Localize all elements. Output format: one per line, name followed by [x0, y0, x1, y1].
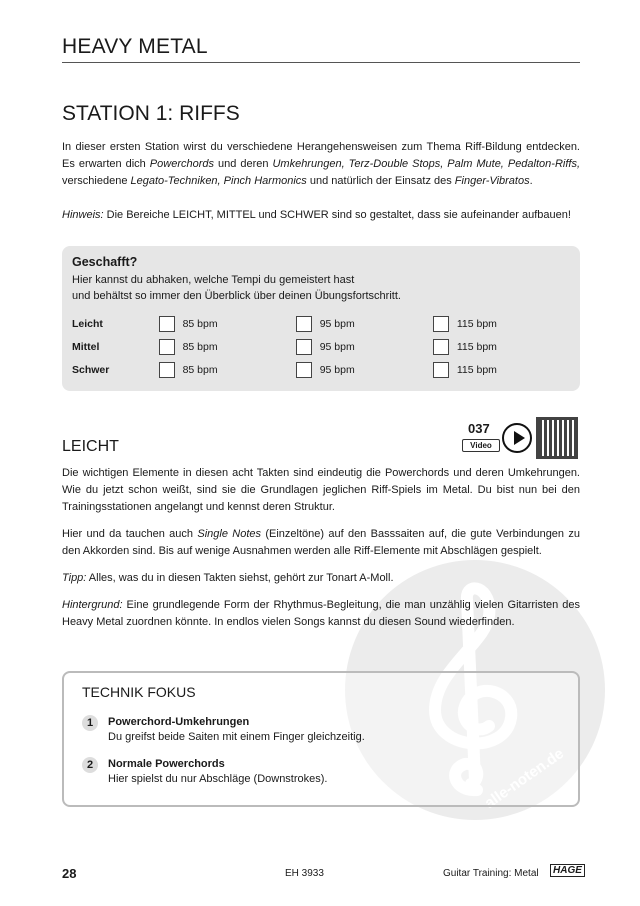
item-text: Hier spielst du nur Abschläge (Downstrokes).: [108, 773, 328, 785]
tempo-checkbox[interactable]: [433, 339, 449, 355]
tempo-label: 115 bpm: [456, 317, 497, 330]
tempo-checkbox[interactable]: [159, 316, 175, 332]
tempo-cell: [433, 312, 570, 335]
tempo-cell: [296, 312, 433, 335]
hintergrund-paragraph: Hintergrund: Eine grundlegende Form der Rhythmus-Begleitung, die man unzählig vielen Gitarristen des Heavy Metal zuordnen könnte. In endlos vielen Songs kannst du diesen Sound wiederfinden.: [62, 599, 580, 628]
tempo-cell: [433, 358, 570, 381]
watermark-text: alle-noten.de: [481, 745, 568, 812]
tempo-label: 95 bpm: [319, 363, 355, 376]
tempo-cell: [159, 312, 296, 335]
tipp-paragraph: Tipp: Alles, was du in diesen Takten siehst, gehört zur Tonart A-Moll.: [62, 572, 394, 584]
station-title: STATION 1: RIFFS: [62, 102, 240, 125]
page-number: 28: [62, 866, 77, 881]
tempo-label: 115 bpm: [456, 363, 497, 376]
progress-subtitle: Hier kannst du abhaken, welche Tempi du gemeistert hast: [72, 274, 355, 286]
tempo-row: [72, 312, 570, 335]
technik-title: TECHNIK FOKUS: [82, 684, 196, 700]
item-title: Powerchord-Umkehrungen: [108, 716, 250, 728]
level-label: Leicht: [72, 317, 103, 330]
tempo-row: [72, 335, 570, 358]
progress-title: Geschafft?: [72, 255, 138, 269]
tempo-checkbox[interactable]: [296, 316, 312, 332]
tempo-label: 85 bpm: [182, 317, 218, 330]
video-link[interactable]: [462, 421, 532, 457]
section-title-leicht: LEICHT: [62, 438, 119, 455]
tempo-cell: [296, 358, 433, 381]
level-label: Mittel: [72, 340, 100, 353]
video-label: Video: [462, 439, 500, 452]
leicht-header-row: [62, 417, 580, 459]
series-title: Guitar Training: Metal: [443, 868, 539, 879]
progress-box: [62, 246, 580, 391]
tempo-cell: [159, 358, 296, 381]
tempo-checkbox[interactable]: [296, 339, 312, 355]
tempo-label: 85 bpm: [182, 340, 218, 353]
tempo-table: [72, 312, 570, 381]
item-title: Normale Powerchords: [108, 758, 225, 770]
level-label: Schwer: [72, 363, 110, 376]
chapter-title: HEAVY METAL: [62, 35, 208, 58]
edition-code: EH 3933: [285, 868, 324, 879]
list-item: [82, 715, 560, 745]
tempo-label: 95 bpm: [319, 317, 355, 330]
item-number: 2: [82, 757, 98, 773]
tempo-cell: [296, 335, 433, 358]
tempo-checkbox[interactable]: [159, 339, 175, 355]
tempo-cell: [433, 335, 570, 358]
publisher-logo: HAGE: [550, 864, 585, 877]
tempo-label: 85 bpm: [182, 363, 218, 376]
tempo-checkbox[interactable]: [433, 316, 449, 332]
tempo-row: [72, 358, 570, 381]
leicht-paragraph: Die wichtigen Elemente in diesen acht Takten sind eindeutig die Powerchords und deren Umkehrungen. Wie du jetzt schon weißt, sind sie die Grundlagen jeglichen Riff-Spiels im Metal. Du bist nun bei den Trainingsstationen angelangt und kennst deren Struktur.: [62, 467, 580, 513]
page-content: [62, 34, 580, 807]
tempo-cell: [159, 335, 296, 358]
play-icon[interactable]: [502, 423, 532, 453]
intro-paragraph: In dieser ersten Station wirst du verschiedene Herangehensweisen zum Thema Riff-Bildung entdecken. Es erwarten dich Powerchords und deren Umkehrungen, Terz-Double Stops, Palm Mute, Pedalton-Riffs, verschiedene Legato-Techniken, Pinch Harmonics und natürlich der Einsatz des Finger-Vibratos.: [62, 141, 580, 187]
item-number: 1: [82, 715, 98, 731]
hinweis-paragraph: Hinweis: Die Bereiche LEICHT, MITTEL und SCHWER sind so gestaltet, dass sie aufeinander aufbauen!: [62, 209, 571, 221]
tempo-checkbox[interactable]: [433, 362, 449, 378]
tempo-label: 115 bpm: [456, 340, 497, 353]
technik-fokus-box: [62, 671, 580, 807]
item-text: Du greifst beide Saiten mit einem Finger gleichzeitig.: [108, 731, 365, 743]
progress-subtitle: und behältst so immer den Überblick über deinen Übungsfortschritt.: [72, 290, 401, 302]
header-divider: [62, 62, 580, 63]
tempo-label: 95 bpm: [319, 340, 355, 353]
list-item: [82, 757, 560, 787]
tempo-checkbox[interactable]: [159, 362, 175, 378]
video-number: 037: [468, 421, 490, 436]
tempo-checkbox[interactable]: [296, 362, 312, 378]
qr-code[interactable]: [536, 417, 578, 459]
leicht-paragraph: Hier und da tauchen auch Single Notes (Einzeltöne) auf den Basssaiten auf, die gute Verbindungen zu den Akkorden sind. Bis auf wenige Ausnahmen werden alle Riff-Elemente mit Abschlägen gespielt.: [62, 528, 580, 557]
